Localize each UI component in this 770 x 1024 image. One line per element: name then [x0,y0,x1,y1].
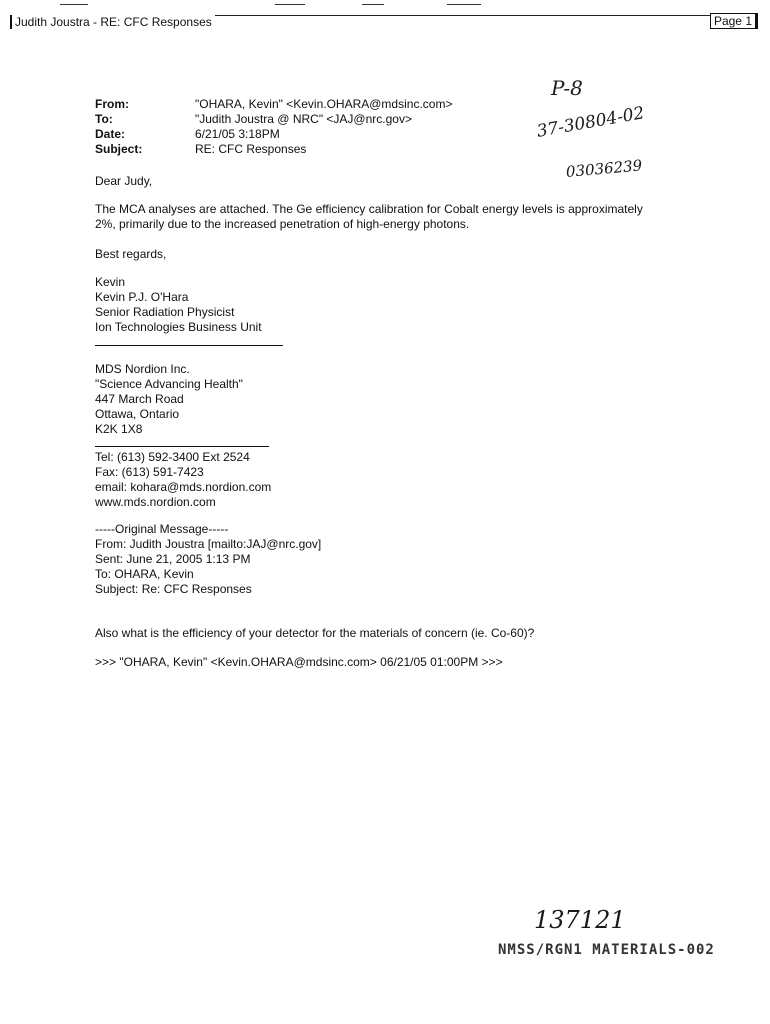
email-header-fields [95,97,452,157]
scan-mark [362,4,384,5]
message-paragraph [95,202,695,232]
original-message-heading: -----Original Message----- [95,522,229,536]
original-message-block [95,522,695,597]
signature-divider [95,345,283,346]
address-divider [95,446,269,447]
to-label: To: [95,112,113,126]
contact-tel: Tel: (613) 592-3400 Ext 2524 [95,450,250,464]
from-value: "OHARA, Kevin" <Kevin.OHARA@mdsinc.com> [195,97,453,111]
company-address [95,362,695,437]
company-street: 447 March Road [95,392,184,406]
from-label: From: [95,97,129,111]
contact-web: www.mds.nordion.com [95,495,216,509]
to-row [95,112,452,127]
company-name: MDS Nordion Inc. [95,362,190,376]
company-slogan: "Science Advancing Health" [95,377,243,391]
to-value: "Judith Joustra @ NRC" <JAJ@nrc.gov> [195,112,412,126]
from-row [95,97,452,112]
question-text: Also what is the efficiency of your detector for the materials of concern (ie. Co-60)? [95,626,535,640]
original-from: From: Judith Joustra [mailto:JAJ@nrc.gov] [95,537,322,551]
message-line-2: 2%, primarily due to the increased penetration of high-energy photons. [95,217,470,231]
subject-label: Subject: [95,142,143,156]
contact-email: email: kohara@mds.nordion.com [95,480,272,494]
handwritten-docket-number: 37-30804-02 [535,103,646,142]
message-line-1: The MCA analyses are attached. The Ge efficiency calibration for Cobalt energy levels is approximately [95,202,643,216]
materials-stamp: NMSS/RGN1 MATERIALS-002 [498,942,715,958]
company-city: Ottawa, Ontario [95,407,180,421]
page-number: Page 1 [710,13,758,29]
subject-row [95,142,452,157]
contact-block [95,450,695,510]
signature-unit: Ion Technologies Business Unit [95,320,262,334]
date-value: 6/21/05 3:18PM [195,127,280,141]
original-sent: Sent: June 21, 2005 1:13 PM [95,552,251,566]
date-row [95,127,452,142]
scan-mark [275,4,305,5]
closing: Best regards, [95,247,167,261]
quoted-reply-line: >>> "OHARA, Kevin" <Kevin.OHARA@mdsinc.com> 06/21/05 01:00PM >>> [95,655,503,669]
original-to: To: OHARA, Kevin [95,567,194,581]
original-subject: Subject: Re: CFC Responses [95,582,252,596]
date-label: Date: [95,127,126,141]
handwritten-bottom-number: 137121 [534,906,626,934]
signature-block [95,275,695,335]
handwritten-page-mark: P-8 [551,76,583,100]
subject-value: RE: CFC Responses [195,142,307,156]
handwritten-control-number: 03036239 [565,156,643,181]
signature-first-name: Kevin [95,275,126,289]
email-header-title: Judith Joustra - RE: CFC Responses [10,15,215,29]
greeting: Dear Judy, [95,174,153,188]
contact-fax: Fax: (613) 591-7423 [95,465,204,479]
signature-full-name: Kevin P.J. O'Hara [95,290,189,304]
company-postal: K2K 1X8 [95,422,143,436]
scan-mark [447,4,481,5]
scan-mark [60,4,88,5]
signature-title: Senior Radiation Physicist [95,305,235,319]
